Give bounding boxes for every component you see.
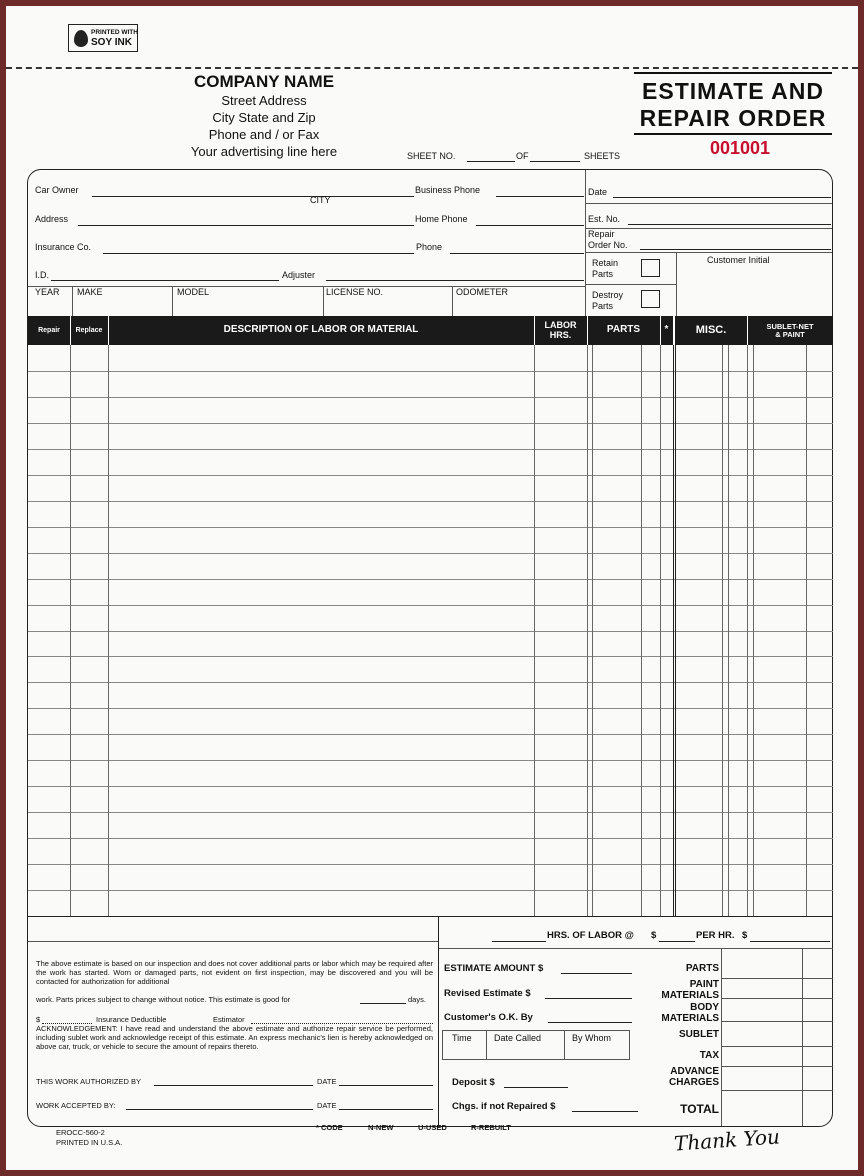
estimate-amount-line[interactable] — [561, 973, 632, 974]
authorized-date-label: DATE — [317, 1077, 337, 1086]
table-row — [28, 838, 833, 839]
table-column-divider — [747, 345, 748, 916]
insurance-line[interactable] — [103, 253, 414, 254]
address-line[interactable] — [78, 225, 414, 226]
table-row — [28, 631, 833, 632]
sheets-label: SHEETS — [584, 151, 621, 161]
table-row — [28, 864, 833, 865]
sheet-of-line[interactable] — [530, 161, 580, 162]
acknowledgement-text: ACKNOWLEDGEMENT: I have read and understand the above estimate and authorize repair service be performed, including sublet work and acknowledge receipt of this estimate. An express mechanic's lien is hereby acknowledged on above car, truck, or vehicle to secure the amount of repairs thereto. — [36, 1024, 433, 1051]
revised-estimate-line[interactable] — [545, 998, 632, 999]
totals-label-2: MATERIALS — [661, 990, 719, 1001]
date-label: Date — [588, 187, 608, 197]
phone-line[interactable] — [450, 253, 584, 254]
estimate-amount-label: ESTIMATE AMOUNT $ — [444, 963, 544, 974]
vehicle-col-year: YEAR — [35, 287, 60, 297]
header-star: * — [664, 324, 669, 336]
deductible-dollar: $ — [36, 1015, 41, 1024]
order-no-label: Order No. — [588, 240, 628, 250]
authorized-date-line[interactable] — [339, 1085, 433, 1086]
destroy-label: Destroy — [592, 290, 624, 300]
table-row — [28, 656, 833, 657]
order-no-line[interactable] — [640, 249, 831, 250]
legend-new: N-NEW — [368, 1123, 394, 1132]
company-city: City State and Zip — [212, 110, 316, 125]
business-phone-label: Business Phone — [415, 185, 481, 195]
hrs-labor-dollar: $ — [651, 930, 657, 941]
totals-label-6: CHARGES — [668, 1077, 719, 1088]
customer-ok-label: Customer's O.K. By — [444, 1012, 533, 1023]
home-phone-line[interactable] — [476, 225, 584, 226]
soy-ink-logo — [68, 24, 138, 52]
company-name: COMPANY NAME — [193, 72, 335, 91]
header-repair: Repair — [38, 326, 60, 334]
per-hr-dollar: $ — [742, 930, 748, 941]
estimate-good-text: work. Parts prices subject to change without notice. This estimate is good for — [36, 995, 291, 1004]
accepted-line[interactable] — [126, 1109, 313, 1110]
address-label: Address — [35, 214, 69, 224]
legend-used: U-USED — [418, 1123, 447, 1132]
id-line[interactable] — [51, 280, 279, 281]
call-time-label: Time — [452, 1033, 472, 1043]
footer-printed: PRINTED IN U.S.A. — [56, 1138, 123, 1147]
totals-label-3: BODY — [690, 1002, 719, 1013]
authorized-label: THIS WORK AUTHORIZED BY — [36, 1077, 142, 1086]
totals-label-7: TOTAL — [680, 1102, 719, 1116]
hrs-labor-label: HRS. OF LABOR @ — [547, 930, 634, 941]
totals-row-line — [721, 978, 833, 979]
sheet-of-label: OF — [516, 151, 529, 161]
table-row — [28, 812, 833, 813]
table-column-divider — [534, 345, 535, 916]
thank-you-script: Thank You — [673, 1124, 781, 1156]
company-street: Street Address — [221, 93, 307, 108]
business-phone-line[interactable] — [496, 196, 584, 197]
table-row — [28, 397, 833, 398]
header-labor-hrs: LABOR HRS. — [544, 320, 577, 340]
disclaimer-text: The above estimate is based on our inspection and does not cover additional parts or labor which may be required after the work has started. Worn or damaged parts, not evident on first inspection, may be discovered and you will be contacted for authorization for additional — [36, 959, 433, 986]
totals-label-2: PAINT — [689, 979, 719, 990]
table-row — [28, 553, 833, 554]
accepted-date-line[interactable] — [339, 1109, 433, 1110]
header-parts: PARTS — [606, 324, 641, 336]
vehicle-col-odometer: ODOMETER — [456, 287, 509, 297]
per-hr-label: PER HR. — [696, 930, 735, 941]
header-replace: Replace — [75, 326, 103, 334]
estimator-label: Estimator — [213, 1015, 245, 1024]
table-row — [28, 423, 833, 424]
table-column-divider — [660, 345, 661, 916]
company-tagline: Your advertising line here — [190, 144, 338, 159]
deductible-label: Insurance Deductible — [96, 1015, 167, 1024]
totals-label-6: ADVANCE — [670, 1066, 719, 1077]
totals-label-1: PARTS — [685, 963, 719, 974]
vehicle-col-license: LICENSE NO. — [326, 287, 384, 297]
hrs-labor-line[interactable] — [492, 941, 546, 942]
date-line[interactable] — [613, 197, 831, 198]
customer-ok-line[interactable] — [548, 1022, 632, 1023]
table-row — [28, 786, 833, 787]
table-row — [28, 449, 833, 450]
estimate-days-label: days. — [408, 995, 426, 1004]
soy-leaf-icon — [74, 30, 88, 47]
estimate-days-line[interactable] — [360, 1003, 406, 1004]
totals-row-line — [721, 1090, 833, 1091]
header-sublet: SUBLET-NET & PAINT — [766, 321, 814, 339]
vehicle-col-model: MODEL — [177, 287, 210, 297]
customer-initial-label: Customer Initial — [707, 255, 770, 265]
vehicle-col-make: MAKE — [77, 287, 103, 297]
table-column-divider — [70, 345, 71, 916]
est-no-line[interactable] — [628, 224, 831, 225]
retain-checkbox[interactable] — [641, 259, 660, 277]
car-owner-line[interactable] — [92, 196, 414, 197]
adjuster-label: Adjuster — [282, 270, 316, 280]
totals-row-line — [721, 1066, 833, 1067]
destroy-checkbox[interactable] — [641, 290, 660, 308]
home-phone-label: Home Phone — [415, 214, 468, 224]
table-row — [28, 734, 833, 735]
hrs-labor-rate-line[interactable] — [659, 941, 695, 942]
table-column-divider — [675, 345, 676, 916]
company-phone: Phone and / or Fax — [208, 127, 320, 142]
totals-row-line — [721, 1046, 833, 1047]
id-label: I.D. — [35, 270, 50, 280]
table-row — [28, 708, 833, 709]
sheet-no-line[interactable] — [467, 161, 515, 162]
table-row — [28, 371, 833, 372]
destroy-parts-label: Parts — [592, 301, 614, 311]
insurance-label: Insurance Co. — [35, 242, 92, 252]
footer-form-code: EROCC-560-2 — [56, 1128, 105, 1137]
authorized-line[interactable] — [154, 1085, 313, 1086]
table-column-divider — [592, 345, 593, 916]
table-row — [28, 682, 833, 683]
totals-row-line — [721, 1021, 833, 1022]
not-repaired-label: Chgs. if not Repaired $ — [452, 1101, 556, 1112]
table-row — [28, 579, 833, 580]
table-column-divider — [753, 345, 754, 916]
sheet-no-label: SHEET NO. — [407, 151, 456, 161]
table-column-divider — [728, 345, 729, 916]
totals-label-5: TAX — [699, 1050, 719, 1061]
deposit-label: Deposit $ — [452, 1077, 495, 1088]
table-row — [28, 475, 833, 476]
table-row — [28, 605, 833, 606]
per-hr-total-line[interactable] — [750, 941, 830, 942]
phone-label: Phone — [416, 242, 443, 252]
form-number: 001001 — [710, 138, 771, 158]
table-column-divider — [673, 345, 674, 916]
table-column-divider — [108, 345, 109, 916]
legend-code: * CODE — [316, 1123, 343, 1132]
retain-label: Retain — [592, 258, 619, 268]
not-repaired-line[interactable] — [572, 1111, 638, 1112]
header-misc: MISC. — [695, 323, 727, 336]
title-line1: ESTIMATE AND — [642, 78, 824, 104]
totals-row-line — [721, 998, 833, 999]
table-row — [28, 527, 833, 528]
totals-section — [642, 948, 719, 1126]
call-by-label: By Whom — [572, 1033, 612, 1043]
accepted-label: WORK ACCEPTED BY: — [36, 1101, 116, 1110]
title-line2: REPAIR ORDER — [639, 105, 827, 131]
header-description: DESCRIPTION OF LABOR OR MATERIAL — [223, 324, 419, 336]
totals-label-4: SUBLET — [679, 1029, 719, 1040]
legend-rebuilt: R-REBUILT — [471, 1123, 511, 1132]
repair-label: Repair — [588, 229, 615, 239]
table-row — [28, 501, 833, 502]
estimate-form-page — [6, 6, 858, 1170]
table-column-divider — [587, 345, 588, 916]
deposit-line[interactable] — [504, 1087, 568, 1088]
table-row — [28, 760, 833, 761]
company-block — [164, 72, 364, 160]
logo-line2: SOY INK — [91, 37, 132, 48]
logo-line1: PRINTED WITH — [91, 29, 138, 36]
table-column-divider — [722, 345, 723, 916]
line-items-table[interactable] — [28, 345, 833, 916]
revised-estimate-label: Revised Estimate $ — [444, 988, 531, 999]
table-column-divider — [641, 345, 642, 916]
adjuster-line[interactable] — [326, 280, 584, 281]
accepted-date-label: DATE — [317, 1101, 337, 1110]
totals-label-3: MATERIALS — [661, 1013, 719, 1024]
city-label: CITY — [310, 195, 331, 205]
call-date-label: Date Called — [494, 1033, 542, 1043]
table-column-divider — [806, 345, 807, 916]
retain-parts-label: Parts — [592, 269, 614, 279]
car-owner-label: Car Owner — [35, 185, 79, 195]
est-no-label: Est. No. — [588, 214, 621, 224]
table-row — [28, 890, 833, 891]
tear-line — [6, 67, 858, 69]
